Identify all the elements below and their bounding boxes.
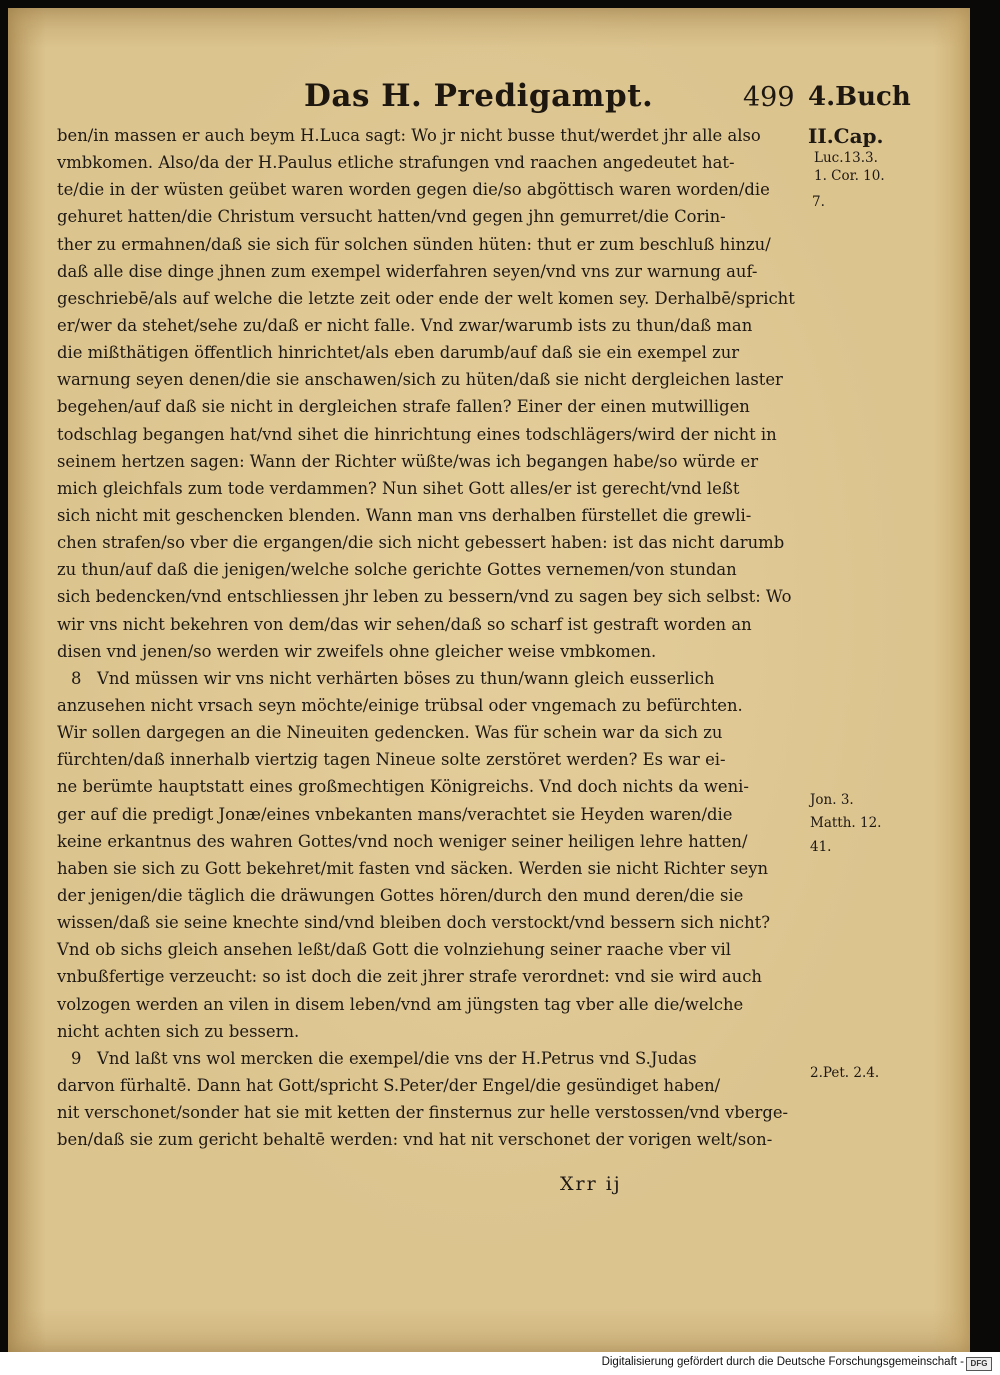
- paragraph-number: 9: [71, 1048, 82, 1068]
- margin-ref: 7.: [812, 194, 825, 210]
- scanned-page: [8, 8, 970, 1352]
- page-header: [8, 78, 970, 126]
- text-line: darvon fürhaltē. Dann hat Gott/spricht S.Peter/der Engel/die gesündiget haben/: [57, 1075, 721, 1095]
- paragraph-start-8: [57, 665, 809, 692]
- book-label: 4.Buch: [808, 82, 911, 112]
- paragraph-start-9: [57, 1045, 809, 1072]
- text-line: ger auf die predigt Jonæ/eines vnbekanten mans/verachtet sie Heyden waren/die: [57, 804, 733, 824]
- footer-bar: [0, 1352, 1000, 1375]
- text-line: warnung seyen denen/die sie anschawen/sich zu hüten/daß sie nicht dergleichen laster: [57, 370, 783, 390]
- body-text: [57, 122, 809, 1153]
- margin-ref: 41.: [810, 839, 832, 855]
- text-line: Wir sollen dargegen an die Nineuiten gedencken. Was für schein war da sich zu: [57, 723, 723, 743]
- dfg-logo-icon: DFG: [966, 1357, 992, 1371]
- text-line: begehen/auf daß sie nicht in dergleichen strafe fallen? Einer der einen mutwilligen: [57, 397, 750, 417]
- running-title: Das H. Predigampt.: [304, 78, 654, 114]
- text-line: sich nicht mit geschencken blenden. Wann man vns derhalben fürstellet die grewli-: [57, 505, 752, 525]
- text-line: die mißthätigen öffentlich hinrichtet/als eben darumb/auf daß sie ein exempel zur: [57, 343, 740, 363]
- text-line: mich gleichfals zum tode verdammen? Nun sihet Gott alles/er ist gerecht/vnd leßt: [57, 478, 740, 498]
- text-line: haben sie sich zu Gott bekehret/mit fasten vnd säcken. Werden sie nicht Richter seyn: [57, 858, 769, 878]
- margin-ref: Jon. 3.: [810, 792, 854, 808]
- text-line: nit verschonet/sonder hat sie mit ketten der finsternus zur helle verstossen/vnd vberge-: [57, 1103, 789, 1123]
- text-line: Vnd müssen wir vns nicht verhärten böses zu thun/wann gleich eusserlich: [97, 668, 715, 688]
- margin-chapter: II.Cap.: [808, 124, 884, 148]
- text-line: vmbkomen. Also/da der H.Paulus etliche strafungen vnd raachen angedeutet hat-: [57, 153, 735, 173]
- text-line: sich bedencken/vnd entschliessen jhr leben zu bessern/vnd zu sagen bey sich selbst: Wo: [57, 587, 792, 607]
- text-line: vnbußfertige verzeucht: so ist doch die zeit jhrer strafe verordnet: vnd sie wird auch: [57, 967, 762, 987]
- text-line: zu thun/auf daß die jenigen/welche solche gerichte Gottes vernemen/von stundan: [57, 560, 737, 580]
- page-number: 499: [743, 82, 795, 113]
- text-line: wissen/daß sie seine knechte sind/vnd bleiben doch verstockt/vnd bessern sich nicht?: [57, 913, 771, 933]
- funding-notice: Digitalisierung gefördert durch die Deutsche Forschungsgemeinschaft -: [601, 1356, 964, 1368]
- text-line: Vnd ob sichs gleich ansehen leßt/daß Gott die volnziehung seiner raache vber vil: [57, 940, 731, 960]
- text-line: ben/daß sie zum gericht behaltē werden: vnd hat nit verschonet der vorigen welt/son-: [57, 1130, 773, 1150]
- text-line: ne berümte hauptstatt eines großmechtigen Königreichs. Vnd doch nichts da weni-: [57, 777, 749, 797]
- signature-mark: Xrr ij: [560, 1173, 622, 1195]
- text-line: Vnd laßt vns wol mercken die exempel/die vns der H.Petrus vnd S.Judas: [97, 1048, 697, 1068]
- text-line: todschlag begangen hat/vnd sihet die hinrichtung eines todschlägers/wird der nicht in: [57, 424, 777, 444]
- text-line: seinem hertzen sagen: Wann der Richter wüßte/was ich begangen habe/so würde er: [57, 451, 759, 471]
- paragraph-number: 8: [71, 668, 82, 688]
- text-line: der jenigen/die täglich die dräwungen Gottes hören/durch den mund deren/die sie: [57, 885, 744, 905]
- text-line: geschriebē/als auf welche die letzte zeit oder ende der welt komen sey. Derhalbē/spricht: [57, 288, 795, 308]
- text-line: ther zu ermahnen/daß sie sich für solchen sünden hüten: thut er zum beschluß hinzu/: [57, 234, 771, 254]
- text-line: nicht achten sich zu bessern.: [57, 1021, 300, 1041]
- text-line: te/die in der wüsten geübet waren worden gegen die/so abgöttisch waren worden/die: [57, 180, 770, 200]
- text-line: keine erkantnus des wahren Gottes/vnd noch weniger seiner heiligen lehre hatten/: [57, 831, 748, 851]
- text-line: wir vns nicht bekehren von dem/das wir sehen/daß so scharf ist gestraft worden an: [57, 614, 752, 634]
- text-line: daß alle dise dinge jhnen zum exempel widerfahren seyen/vnd vns zur warnung auf-: [57, 261, 758, 281]
- text-line: fürchten/daß innerhalb viertzig tagen Nineue solte zerstöret werden? Es war ei-: [57, 750, 726, 770]
- margin-ref: Matth. 12.: [810, 815, 882, 831]
- text-line: chen strafen/so vber die ergangen/die sich nicht gebessert haben: ist das nicht darumb: [57, 533, 785, 553]
- margin-ref: Luc.13.3.: [814, 150, 878, 166]
- text-line: er/wer da stehet/sehe zu/daß er nicht falle. Vnd zwar/warumb ists zu thun/daß man: [57, 315, 753, 335]
- text-line: volzogen werden an vilen in disem leben/vnd am jüngsten tag vber alle die/welche: [57, 994, 744, 1014]
- text-line: disen vnd jenen/so werden wir zweifels ohne gleicher weise vmbkomen.: [57, 641, 657, 661]
- text-line: ben/in massen er auch beym H.Luca sagt: Wo jr nicht busse thut/werdet jhr alle also: [57, 126, 761, 145]
- text-line: gehuret hatten/die Christum versucht hatten/vnd gegen jhn gemurret/die Corin-: [57, 207, 726, 227]
- text-line: anzusehen nicht vrsach seyn möchte/einige trübsal oder vngemach zu befürchten.: [57, 695, 743, 715]
- margin-ref: 2.Pet. 2.4.: [810, 1065, 880, 1081]
- margin-ref: 1. Cor. 10.: [814, 168, 885, 184]
